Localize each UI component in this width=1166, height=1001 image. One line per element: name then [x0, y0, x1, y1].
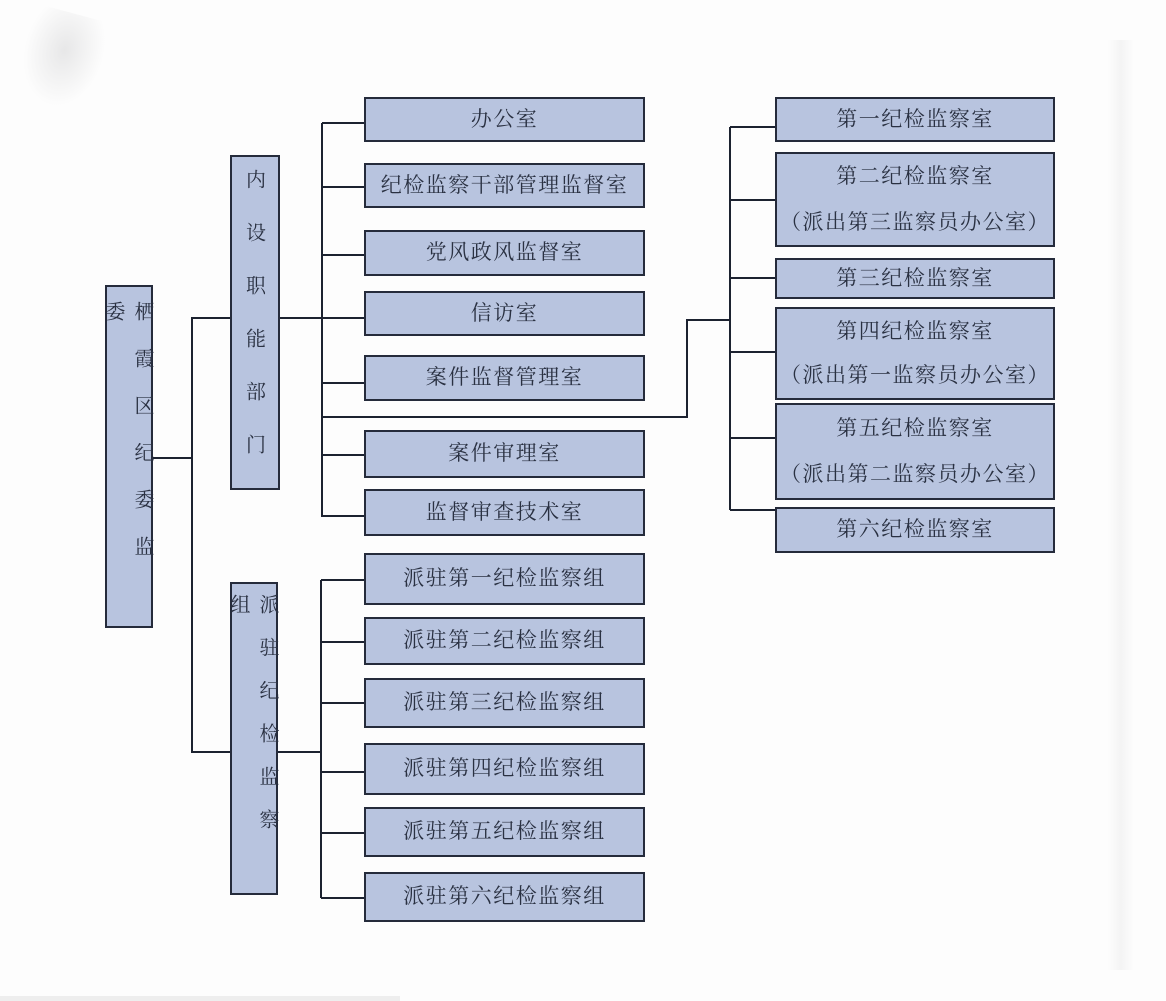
inspection-office-1: 第一纪检监察室	[775, 97, 1055, 142]
category-dispatched-groups-label: 派驻纪检监察组	[227, 594, 280, 852]
category-internal-departments-label: 内设职能部门	[242, 169, 267, 487]
scan-streak	[1108, 40, 1134, 970]
root-org-box	[102, 285, 155, 628]
dispatched-group-3: 派驻第三纪检监察组	[364, 678, 645, 728]
inspection-office-3: 第三纪检监察室	[775, 258, 1055, 299]
inspection-office-4-name: 第四纪检监察室	[836, 318, 994, 343]
dispatched-group-4: 派驻第四纪检监察组	[364, 743, 645, 795]
dept-supervision-tech: 监督审查技术室	[364, 489, 645, 536]
dept-case-supervision-management: 案件监督管理室	[364, 355, 645, 401]
dept-office: 办公室	[364, 97, 645, 142]
scan-strip	[0, 996, 400, 1001]
inspection-office-2-name: 第二纪检监察室	[836, 164, 994, 189]
dispatched-group-6: 派驻第六纪检监察组	[364, 872, 645, 922]
inspection-office-5-name: 第五纪检监察室	[836, 415, 994, 440]
dispatched-group-2: 派驻第二纪检监察组	[364, 617, 645, 665]
inspection-office-4-subtitle: （派出第一监察员办公室）	[780, 363, 1050, 388]
category-dispatched-groups	[227, 582, 280, 895]
inspection-office-2	[775, 152, 1055, 247]
inspection-office-5	[775, 403, 1055, 500]
category-internal-departments	[230, 155, 280, 490]
dept-petition: 信访室	[364, 291, 645, 336]
root-org-label: 栖霞区纪委监委	[102, 301, 155, 583]
dept-case-review: 案件审理室	[364, 430, 645, 478]
inspection-office-5-subtitle: （派出第二监察员办公室）	[780, 461, 1050, 486]
inspection-office-4	[775, 307, 1055, 400]
dept-cadre-management-supervision: 纪检监察干部管理监督室	[364, 163, 645, 208]
dept-party-conduct-supervision: 党风政风监督室	[364, 230, 645, 276]
inspection-office-6: 第六纪检监察室	[775, 507, 1055, 553]
dispatched-group-1: 派驻第一纪检监察组	[364, 553, 645, 605]
scan-smudge	[11, 3, 113, 115]
dispatched-group-5: 派驻第五纪检监察组	[364, 807, 645, 857]
inspection-office-2-subtitle: （派出第三监察员办公室）	[780, 209, 1050, 234]
